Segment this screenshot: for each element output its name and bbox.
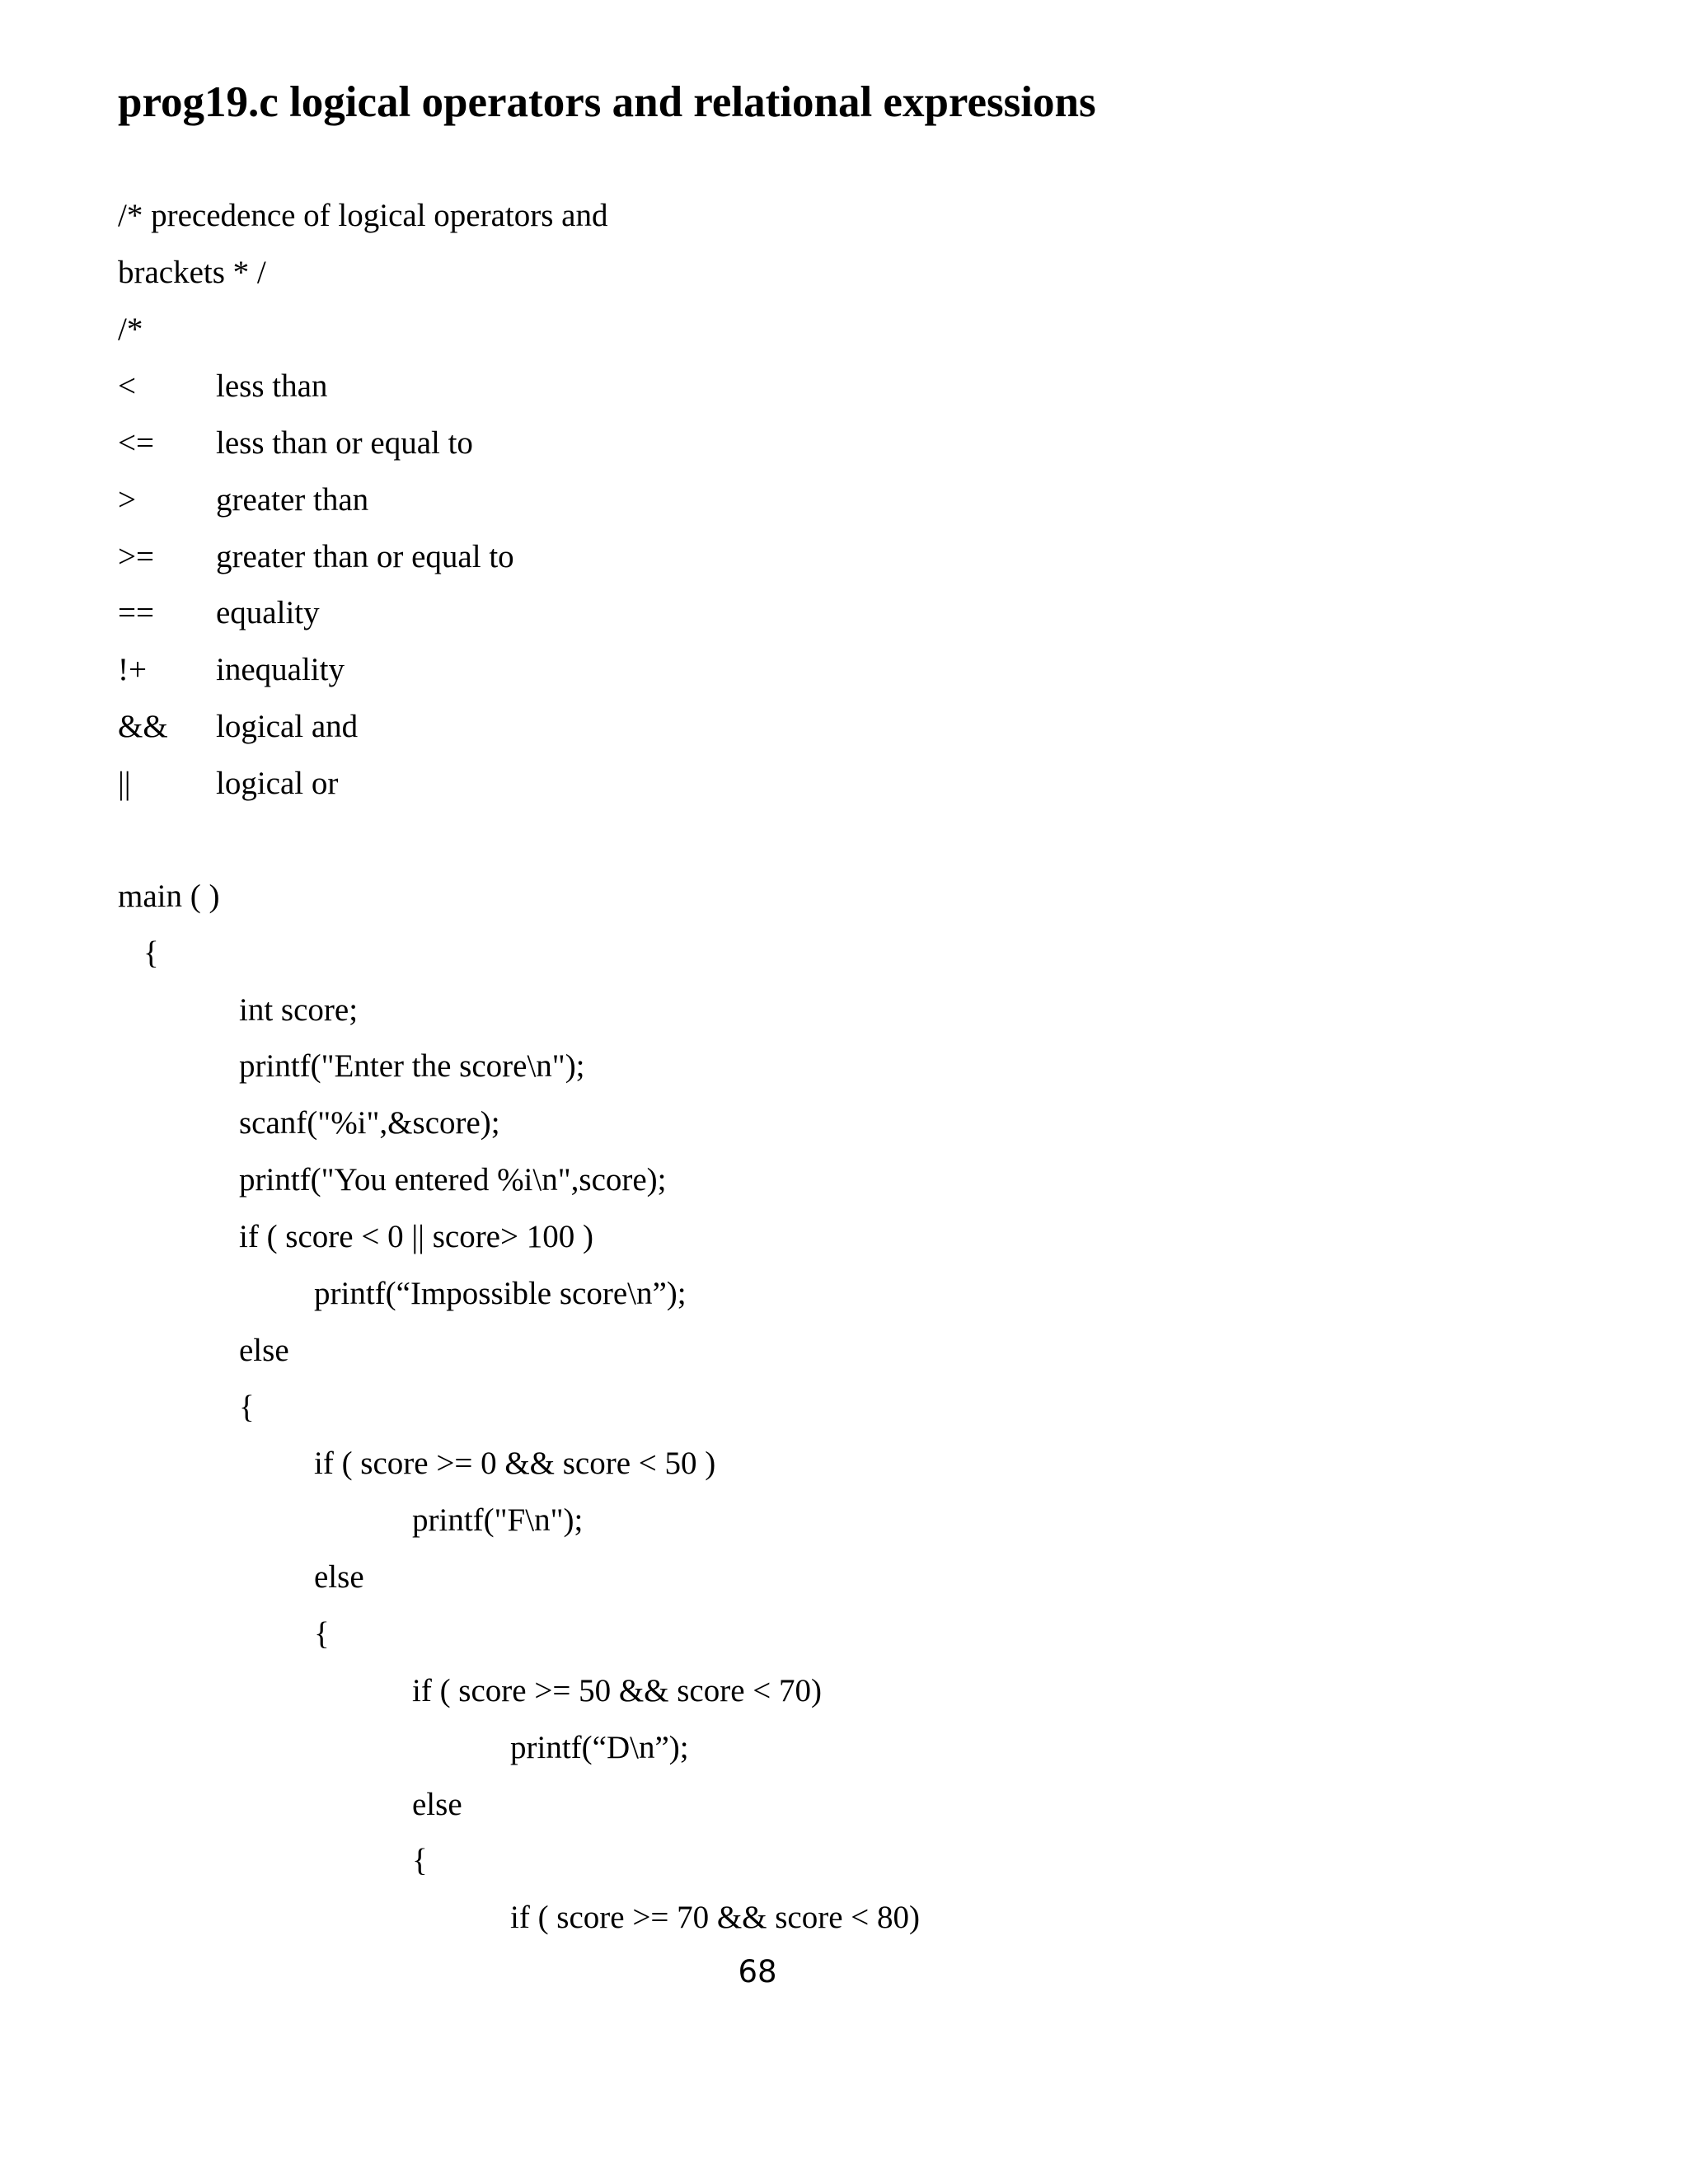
code-line: { [314, 1616, 330, 1652]
operator-description: greater than [216, 482, 369, 518]
code-line: main ( ) [118, 879, 220, 914]
code-line: scanf("%i",&score); [239, 1105, 500, 1141]
operator-description: less than [216, 368, 328, 404]
code-line: if ( score < 0 || score> 100 ) [239, 1219, 593, 1254]
code-line: if ( score >= 0 && score < 50 ) [314, 1446, 716, 1481]
operator-description: inequality [216, 652, 345, 687]
operator-description: greater than or equal to [216, 539, 514, 574]
operator-symbol: >= [118, 539, 154, 574]
operator-symbol: == [118, 595, 154, 630]
operator-description: logical or [216, 766, 339, 801]
code-line: if ( score >= 70 && score < 80) [510, 1900, 921, 1935]
operator-description: equality [216, 595, 320, 630]
operator-symbol: !+ [118, 652, 147, 687]
code-line: if ( score >= 50 && score < 70) [412, 1673, 823, 1708]
page-number: 68 [738, 1954, 777, 1990]
comment-line-3: /* [118, 312, 143, 347]
code-line: printf(“D\n”); [510, 1730, 689, 1765]
code-line: int score; [239, 992, 359, 1028]
code-line: printf("Enter the score\n"); [239, 1048, 585, 1084]
operator-symbol: < [118, 368, 136, 404]
code-line: printf("F\n"); [412, 1502, 584, 1538]
operator-symbol: || [118, 766, 131, 801]
page-title: prog19.c logical operators and relational expressions [118, 78, 1096, 126]
code-line: printf(“Impossible score\n”); [314, 1276, 687, 1311]
code-line: else [412, 1787, 462, 1822]
operator-description: less than or equal to [216, 425, 473, 461]
code-line: { [143, 935, 159, 971]
operator-symbol: > [118, 482, 136, 518]
operator-symbol: <= [118, 425, 154, 461]
comment-line-2: brackets * / [118, 255, 266, 290]
code-line: else [314, 1559, 364, 1595]
code-line: else [239, 1333, 289, 1368]
operator-symbol: && [118, 709, 168, 744]
code-line: { [239, 1390, 255, 1425]
code-line: { [412, 1843, 428, 1878]
operator-description: logical and [216, 709, 359, 744]
code-line: printf("You entered %i\n",score); [239, 1162, 667, 1197]
comment-line-1: /* precedence of logical operators and [118, 198, 608, 233]
